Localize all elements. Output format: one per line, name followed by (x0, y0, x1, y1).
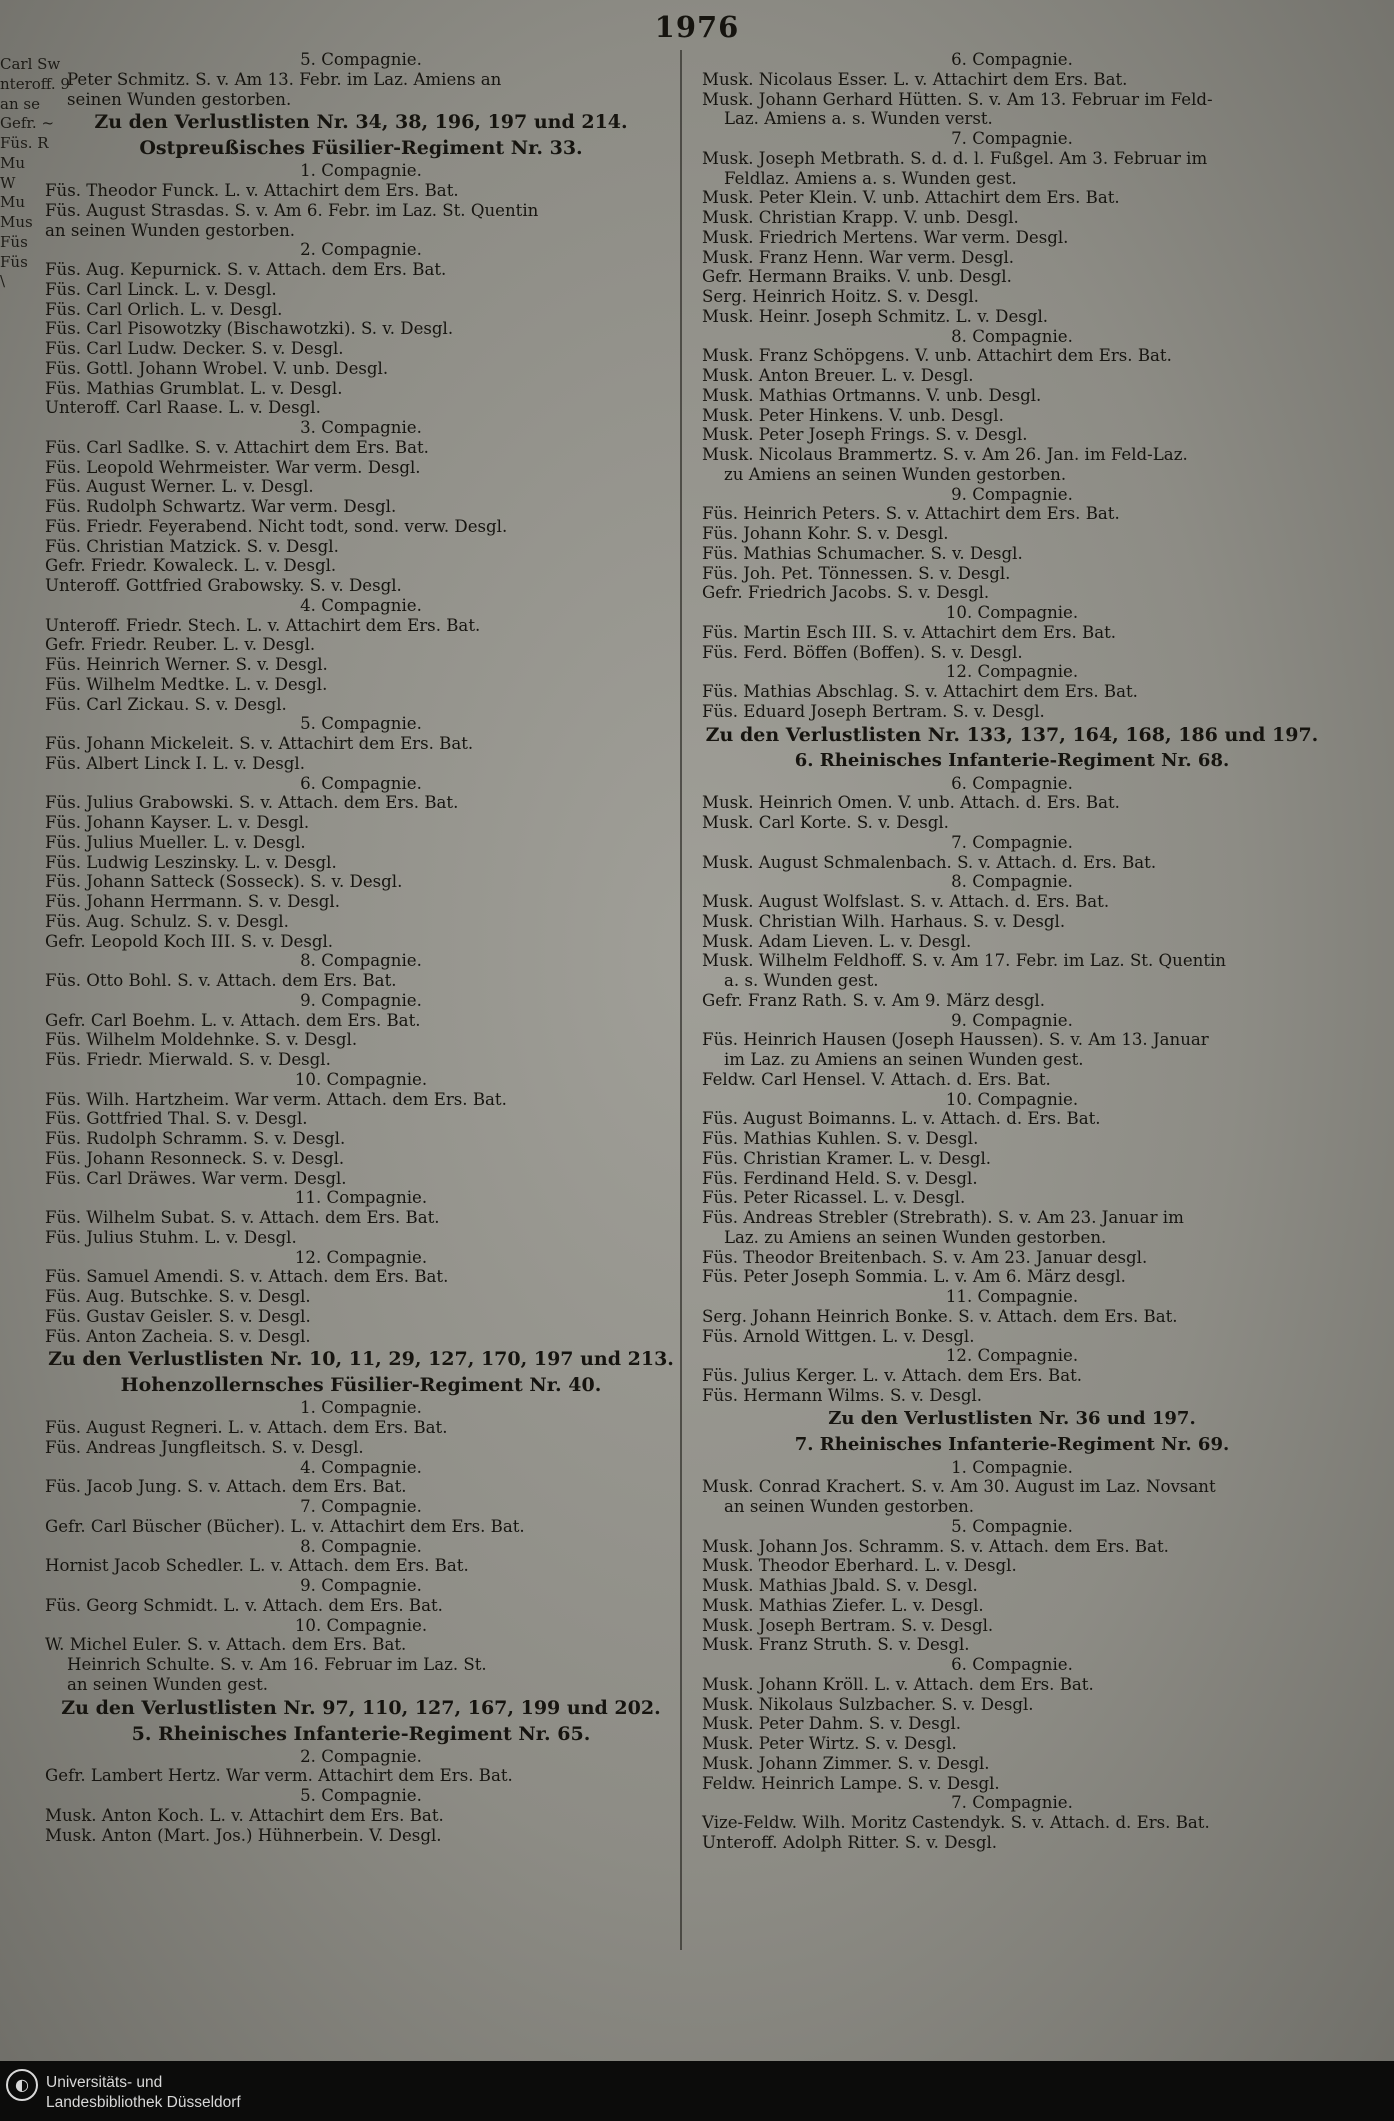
entry-line: Füs. Carl Sadlke. S. v. Attachirt dem Ers. Bat. (45, 437, 429, 457)
entry-line: Füs. Wilh. Hartzheim. War verm. Attach. dem Ers. Bat. (45, 1089, 507, 1109)
entry-line: Füs. Andreas Strebler (Strebrath). S. v. Am 23. Januar im (702, 1208, 1184, 1227)
entry-line: Füs. Ferdinand Held. S. v. Desgl. (702, 1168, 978, 1188)
company-heading: 6. Compagnie. (951, 1655, 1073, 1674)
entry-line: Musk. August Schmalenbach. S. v. Attach. d. Ers. Bat. (702, 852, 1157, 872)
section-heading: Zu den Verlustlisten Nr. 133, 137, 164, 168, 186 und 197. (705, 723, 1319, 746)
entry-line: Musk. Heinrich Omen. V. unb. Attach. d. Ers. Bat. (702, 793, 1120, 813)
entry-line: Hornist Jacob Schedler. L. v. Attach. dem Ers. Bat. (45, 1556, 469, 1576)
margin-fragment: Mu (0, 153, 26, 172)
entry-line: Füs. Christian Matzick. S. v. Desgl. (45, 536, 339, 556)
entry-line: Vize-Feldw. Wilh. Moritz Castendyk. S. v. Attach. d. Ers. Bat. (702, 1813, 1210, 1832)
entry-line: Musk. Mathias Ortmanns. V. unb. Desgl. (702, 385, 1042, 405)
entry-line: Serg. Johann Heinrich Bonke. S. v. Attach. dem Ers. Bat. (702, 1306, 1178, 1326)
entry-line: Musk. Johann Kröll. L. v. Attach. dem Ers. Bat. (702, 1674, 1094, 1694)
entry-line: Füs. Aug. Butschke. S. v. Desgl. (45, 1287, 311, 1306)
entry-line: Füs. Christian Kramer. L. v. Desgl. (702, 1148, 992, 1168)
company-heading: 12. Compagnie. (945, 662, 1079, 682)
company-heading: 10. Compagnie. (945, 603, 1079, 622)
entry-line: Füs. Eduard Joseph Bertram. S. v. Desgl. (702, 701, 1045, 721)
entry-line: Füs. Johann Mickeleit. S. v. Attachirt dem Ers. Bat. (45, 734, 474, 753)
entry-line: Füs. Wilhelm Medtke. L. v. Desgl. (45, 674, 328, 694)
left-margin-fragments (0, 55, 70, 292)
entry-line: Füs. Martin Esch III. S. v. Attachirt dem Ers. Bat. (702, 622, 1117, 642)
library-name-line2: Landesbibliothek Düsseldorf (46, 2094, 241, 2111)
company-heading: 11. Compagnie. (945, 1287, 1079, 1306)
entry-line: Füs. Johann Satteck (Sosseck). S. v. Desgl. (45, 872, 403, 892)
company-heading: 8. Compagnie. (951, 326, 1073, 346)
entry-line: Füs. Theodor Breitenbach. S. v. Am 23. Januar desgl. (702, 1247, 1148, 1267)
entry-line: Musk. Nicolaus Esser. L. v. Attachirt dem Ers. Bat. (702, 69, 1128, 89)
entry-line: Füs. Hermann Wilms. S. v. Desgl. (702, 1385, 983, 1405)
page-number: 1976 (654, 10, 740, 44)
company-heading: 4. Compagnie. (300, 1457, 422, 1477)
entry-line: Füs. Carl Linck. L. v. Desgl. (45, 279, 277, 299)
entry-line: an seinen Wunden gest. (67, 1674, 269, 1694)
entry-line: Füs. Gottl. Johann Wrobel. V. unb. Desgl. (45, 358, 389, 378)
company-heading: 9. Compagnie. (300, 1576, 422, 1595)
entry-line: Musk. Theodor Eberhard. L. v. Desgl. (702, 1556, 1017, 1576)
entry-line: Füs. Friedr. Feyerabend. Nicht todt, sond. verw. Desgl. (45, 516, 508, 536)
company-heading: 9. Compagnie. (951, 1010, 1073, 1030)
entry-line: Füs. Aug. Schulz. S. v. Desgl. (45, 911, 289, 931)
entry-line: Musk. Christian Wilh. Harhaus. S. v. Desgl. (702, 911, 1066, 931)
entry-line: Musk. Johann Zimmer. S. v. Desgl. (702, 1753, 990, 1773)
company-heading: 2. Compagnie. (300, 240, 422, 260)
entry-line: Füs. Wilhelm Moldehnke. S. v. Desgl. (45, 1030, 358, 1050)
margin-fragment: Mu (0, 193, 26, 212)
library-footer (0, 2061, 1394, 2121)
company-heading: 2. Compagnie. (300, 1746, 422, 1766)
company-heading: 10. Compagnie. (294, 1069, 428, 1089)
margin-fragment: an se (0, 94, 40, 113)
entry-line: Füs. Carl Zickau. S. v. Desgl. (45, 694, 287, 714)
entry-line: Musk. Johann Jos. Schramm. S. v. Attach. dem Ers. Bat. (702, 1536, 1169, 1556)
margin-fragment: W (0, 173, 16, 192)
section-heading: 5. Rheinisches Infanterie-Regiment Nr. 65. (131, 1722, 591, 1745)
company-heading: 6. Compagnie. (300, 773, 422, 793)
company-heading: 9. Compagnie. (300, 990, 422, 1010)
entry-line: Musk. Joseph Metbrath. S. d. d. l. Fußgel. Am 3. Februar im (702, 148, 1208, 168)
entry-line: Unteroff. Adolph Ritter. S. v. Desgl. (702, 1832, 998, 1852)
entry-line: Musk. Peter Hinkens. V. unb. Desgl. (702, 405, 1004, 425)
entry-line: Füs. Ferd. Böffen (Boffen). S. v. Desgl. (702, 642, 1023, 662)
section-heading: 7. Rheinisches Infanterie-Regiment Nr. 69. (794, 1433, 1230, 1455)
entry-line: Füs. Heinrich Hausen (Joseph Haussen). S. v. Am 13. Januar (702, 1030, 1209, 1050)
entry-line: Musk. Johann Gerhard Hütten. S. v. Am 13. Februar im Feld- (702, 89, 1213, 109)
entry-line: Füs. Albert Linck I. L. v. Desgl. (45, 753, 305, 773)
entry-line: Füs. Otto Bohl. S. v. Attach. dem Ers. Bat. (45, 971, 397, 990)
entry-line: Füs. Arnold Wittgen. L. v. Desgl. (702, 1326, 975, 1346)
company-heading: 12. Compagnie. (294, 1247, 428, 1267)
company-heading: 5. Compagnie. (951, 1516, 1073, 1536)
entry-line: Gefr. Carl Büscher (Bücher). L. v. Attachirt dem Ers. Bat. (45, 1516, 525, 1536)
entry-line: Füs. Wilhelm Subat. S. v. Attach. dem Ers. Bat. (45, 1208, 440, 1227)
entry-line: Füs. Rudolph Schramm. S. v. Desgl. (45, 1129, 346, 1148)
entry-line: Füs. Johann Resonneck. S. v. Desgl. (45, 1148, 345, 1168)
entry-line: Füs. Gottfried Thal. S. v. Desgl. (45, 1109, 308, 1129)
right-column (702, 50, 1322, 1853)
entry-line: Füs. Georg Schmidt. L. v. Attach. dem Ers. Bat. (45, 1595, 443, 1615)
entry-line: Musk. Anton Breuer. L. v. Desgl. (702, 366, 974, 385)
library-name-line1: Universitäts- und (46, 2074, 163, 2091)
margin-fragment: Mus (0, 213, 33, 231)
entry-line: Füs. August Werner. L. v. Desgl. (45, 477, 314, 497)
library-name (46, 2073, 241, 2113)
entry-line: Musk. Franz Schöpgens. V. unb. Attachirt dem Ers. Bat. (702, 346, 1172, 366)
section-heading: Ostpreußisches Füsilier-Regiment Nr. 33. (139, 137, 583, 160)
entry-line: Gefr. Friedrich Jacobs. S. v. Desgl. (702, 583, 990, 603)
entry-line: a. s. Wunden gest. (724, 971, 879, 990)
company-heading: 7. Compagnie. (951, 832, 1073, 852)
entry-line: Musk. Peter Joseph Frings. S. v. Desgl. (702, 425, 1028, 445)
entry-line: W. Michel Euler. S. v. Attach. dem Ers. Bat. (45, 1635, 407, 1655)
entry-line: Füs. Gustav Geisler. S. v. Desgl. (45, 1306, 311, 1326)
entry-line: seinen Wunden gestorben. (67, 89, 292, 109)
company-heading: 7. Compagnie. (951, 129, 1073, 148)
entry-line: Musk. Anton (Mart. Jos.) Hühnerbein. V. Desgl. (45, 1825, 442, 1845)
company-heading: 6. Compagnie. (951, 773, 1073, 793)
entry-line: Füs. Johann Kohr. S. v. Desgl. (702, 524, 949, 543)
entry-line: Füs. Mathias Kuhlen. S. v. Desgl. (702, 1129, 979, 1148)
entry-line: Füs. Heinrich Peters. S. v. Attachirt dem Ers. Bat. (702, 504, 1120, 524)
entry-line: Musk. Christian Krapp. V. unb. Desgl. (702, 208, 1019, 227)
entry-line: Musk. Mathias Ziefer. L. v. Desgl. (702, 1595, 984, 1615)
section-heading: Zu den Verlustlisten Nr. 97, 110, 127, 167, 199 und 202. (61, 1696, 661, 1719)
entry-line: Musk. Nicolaus Brammertz. S. v. Am 26. Jan. im Feld-Laz. (702, 445, 1188, 464)
entry-line: Füs. Carl Pisowotzky (Bischawotzki). S. v. Desgl. (45, 319, 454, 339)
company-heading: 3. Compagnie. (300, 418, 422, 437)
margin-fragment: \ (0, 272, 6, 291)
entry-line: Gefr. Lambert Hertz. War verm. Attachirt dem Ers. Bat. (45, 1766, 513, 1786)
entry-line: Unteroff. Gottfried Grabowsky. S. v. Desgl. (45, 576, 402, 595)
entry-line: Füs. Julius Grabowski. S. v. Attach. dem Ers. Bat. (45, 793, 459, 813)
entry-line: im Laz. zu Amiens an seinen Wunden gest. (724, 1050, 1084, 1069)
entry-line: Gefr. Carl Boehm. L. v. Attach. dem Ers. Bat. (45, 1010, 421, 1030)
entry-line: Musk. Peter Klein. V. unb. Attachirt dem Ers. Bat. (702, 188, 1120, 208)
entry-line: Musk. Peter Wirtz. S. v. Desgl. (702, 1734, 957, 1753)
company-heading: 5. Compagnie. (300, 1786, 422, 1805)
margin-fragment: Carl Sw (0, 55, 61, 73)
entry-line: Unteroff. Friedr. Stech. L. v. Attachirt dem Ers. Bat. (45, 615, 481, 635)
margin-fragment: Füs (0, 232, 28, 251)
company-heading: 9. Compagnie. (951, 484, 1073, 504)
library-logo-icon: ◐ (6, 2069, 38, 2101)
entry-line: Füs. Rudolph Schwartz. War verm. Desgl. (45, 497, 397, 516)
entry-line: Musk. Peter Dahm. S. v. Desgl. (702, 1714, 962, 1734)
company-heading: 6. Compagnie. (951, 50, 1073, 69)
section-heading: Hohenzollernsches Füsilier-Regiment Nr. 40. (120, 1374, 602, 1397)
entry-line: Füs. Johann Kayser. L. v. Desgl. (45, 813, 310, 832)
margin-fragment: nteroff. 9 (0, 74, 70, 93)
entry-line: Füs. August Boimanns. L. v. Attach. d. Ers. Bat. (702, 1109, 1101, 1129)
company-heading: 8. Compagnie. (300, 1536, 422, 1556)
entry-line: Musk. Carl Korte. S. v. Desgl. (702, 813, 949, 832)
entry-line: Musk. Franz Struth. S. v. Desgl. (702, 1635, 970, 1655)
company-heading: 8. Compagnie. (951, 872, 1073, 892)
entry-line: Füs. Mathias Schumacher. S. v. Desgl. (702, 543, 1023, 563)
entry-line: Gefr. Friedr. Reuber. L. v. Desgl. (45, 635, 316, 655)
entry-line: Füs. Leopold Wehrmeister. War verm. Desgl. (45, 457, 421, 477)
margin-fragment: Füs (0, 252, 28, 271)
entry-line: Laz. Amiens a. s. Wunden verst. (724, 109, 993, 129)
section-heading: Zu den Verlustlisten Nr. 34, 38, 196, 197 und 214. (94, 111, 628, 134)
entry-line: Füs. Carl Orlich. L. v. Desgl. (45, 299, 283, 319)
entry-line: Füs. August Regneri. L. v. Attach. dem Ers. Bat. (45, 1418, 448, 1437)
entry-line: Serg. Heinrich Hoitz. S. v. Desgl. (702, 287, 979, 306)
entry-line: Füs. Jacob Jung. S. v. Attach. dem Ers. Bat. (45, 1477, 407, 1497)
entry-line: Füs. Ludwig Leszinsky. L. v. Desgl. (45, 852, 337, 872)
entry-line: Füs. Heinrich Werner. S. v. Desgl. (45, 655, 328, 674)
margin-fragment: Gefr. ~ (0, 114, 55, 133)
entry-line: an seinen Wunden gestorben. (724, 1497, 975, 1516)
entry-line: Füs. Joh. Pet. Tönnessen. S. v. Desgl. (702, 563, 1011, 583)
company-heading: 4. Compagnie. (300, 595, 422, 615)
company-heading: 7. Compagnie. (951, 1793, 1073, 1813)
company-heading: 1. Compagnie. (951, 1457, 1073, 1477)
company-heading: 5. Compagnie. (300, 50, 422, 69)
company-heading: 1. Compagnie. (300, 1398, 422, 1418)
entry-line: Füs. Julius Stuhm. L. v. Desgl. (45, 1227, 297, 1247)
company-heading: 1. Compagnie. (300, 161, 422, 181)
section-heading: Zu den Verlustlisten Nr. 10, 11, 29, 127, 170, 197 und 213. (48, 1348, 674, 1371)
column-divider (680, 50, 682, 1950)
entry-line: Musk. Heinr. Joseph Schmitz. L. v. Desgl. (702, 306, 1049, 326)
entry-line: Gefr. Leopold Koch III. S. v. Desgl. (45, 931, 334, 951)
left-column (45, 50, 677, 1845)
entry-line: Peter Schmitz. S. v. Am 13. Febr. im Laz. Amiens an (67, 69, 502, 89)
entry-line: Füs. Carl Ludw. Decker. S. v. Desgl. (45, 339, 344, 358)
entry-line: zu Amiens an seinen Wunden gestorben. (724, 464, 1067, 484)
entry-line: Musk. August Wolfslast. S. v. Attach. d. Ers. Bat. (702, 892, 1110, 911)
company-heading: 12. Compagnie. (945, 1346, 1079, 1366)
margin-fragment: Füs. R (0, 134, 49, 152)
company-heading: 8. Compagnie. (300, 951, 422, 971)
entry-line: an seinen Wunden gestorben. (45, 220, 296, 240)
entry-line: Füs. Johann Herrmann. S. v. Desgl. (45, 892, 340, 911)
entry-line: Füs. Anton Zacheia. S. v. Desgl. (45, 1326, 311, 1346)
company-heading: 10. Compagnie. (294, 1615, 428, 1635)
entry-line: Füs. Samuel Amendi. S. v. Attach. dem Ers. Bat. (45, 1267, 449, 1287)
company-heading: 5. Compagnie. (300, 714, 422, 734)
entry-line: Musk. Franz Henn. War verm. Desgl. (702, 247, 1015, 267)
entry-line: Musk. Adam Lieven. L. v. Desgl. (702, 931, 972, 951)
entry-line: Gefr. Hermann Braiks. V. unb. Desgl. (702, 267, 1012, 287)
entry-line: Musk. Conrad Krachert. S. v. Am 30. August im Laz. Novsant (702, 1477, 1216, 1497)
entry-line: Füs. Mathias Grumblat. L. v. Desgl. (45, 378, 343, 398)
entry-line: Unteroff. Carl Raase. L. v. Desgl. (45, 398, 321, 418)
entry-line: Gefr. Friedr. Kowaleck. L. v. Desgl. (45, 556, 337, 576)
entry-line: Musk. Mathias Jbald. S. v. Desgl. (702, 1576, 978, 1595)
company-heading: 7. Compagnie. (300, 1497, 422, 1516)
entry-line: Füs. Andreas Jungfleitsch. S. v. Desgl. (45, 1437, 364, 1457)
entry-line: Feldw. Heinrich Lampe. S. v. Desgl. (702, 1773, 1000, 1793)
entry-line: Musk. Wilhelm Feldhoff. S. v. Am 17. Febr. im Laz. St. Quentin (702, 951, 1226, 971)
entry-line: Feldlaz. Amiens a. s. Wunden gest. (724, 168, 1017, 188)
entry-line: Musk. Joseph Bertram. S. v. Desgl. (702, 1615, 994, 1635)
section-heading: 6. Rheinisches Infanterie-Regiment Nr. 68. (794, 749, 1230, 771)
entry-line: Füs. Carl Dräwes. War verm. Desgl. (45, 1168, 347, 1188)
entry-line: Musk. Friedrich Mertens. War verm. Desgl. (702, 227, 1069, 247)
entry-line: Musk. Nikolaus Sulzbacher. S. v. Desgl. (702, 1694, 1034, 1714)
company-heading: 11. Compagnie. (294, 1188, 428, 1208)
entry-line: Gefr. Franz Rath. S. v. Am 9. März desgl. (702, 990, 1045, 1010)
entry-line: Füs. Aug. Kepurnick. S. v. Attach. dem Ers. Bat. (45, 260, 447, 279)
entry-line: Füs. August Strasdas. S. v. Am 6. Febr. im Laz. St. Quentin (45, 200, 539, 220)
entry-line: Füs. Theodor Funck. L. v. Attachirt dem Ers. Bat. (45, 181, 459, 200)
entry-line: Füs. Peter Ricassel. L. v. Desgl. (702, 1188, 966, 1208)
entry-line: Feldw. Carl Hensel. V. Attach. d. Ers. Bat. (702, 1069, 1051, 1089)
entry-line: Füs. Julius Kerger. L. v. Attach. dem Ers. Bat. (702, 1366, 1083, 1385)
entry-line: Musk. Anton Koch. L. v. Attachirt dem Ers. Bat. (45, 1805, 444, 1825)
entry-line: Füs. Julius Mueller. L. v. Desgl. (45, 832, 306, 852)
entry-line: Laz. zu Amiens an seinen Wunden gestorben. (724, 1227, 1107, 1247)
entry-line: Füs. Friedr. Mierwald. S. v. Desgl. (45, 1050, 331, 1069)
entry-line: Füs. Peter Joseph Sommia. L. v. Am 6. März desgl. (702, 1267, 1126, 1287)
company-heading: 10. Compagnie. (945, 1089, 1079, 1109)
section-heading: Zu den Verlustlisten Nr. 36 und 197. (828, 1407, 1196, 1429)
entry-line: Heinrich Schulte. S. v. Am 16. Februar im Laz. St. (67, 1655, 487, 1674)
entry-line: Füs. Mathias Abschlag. S. v. Attachirt dem Ers. Bat. (702, 682, 1138, 701)
